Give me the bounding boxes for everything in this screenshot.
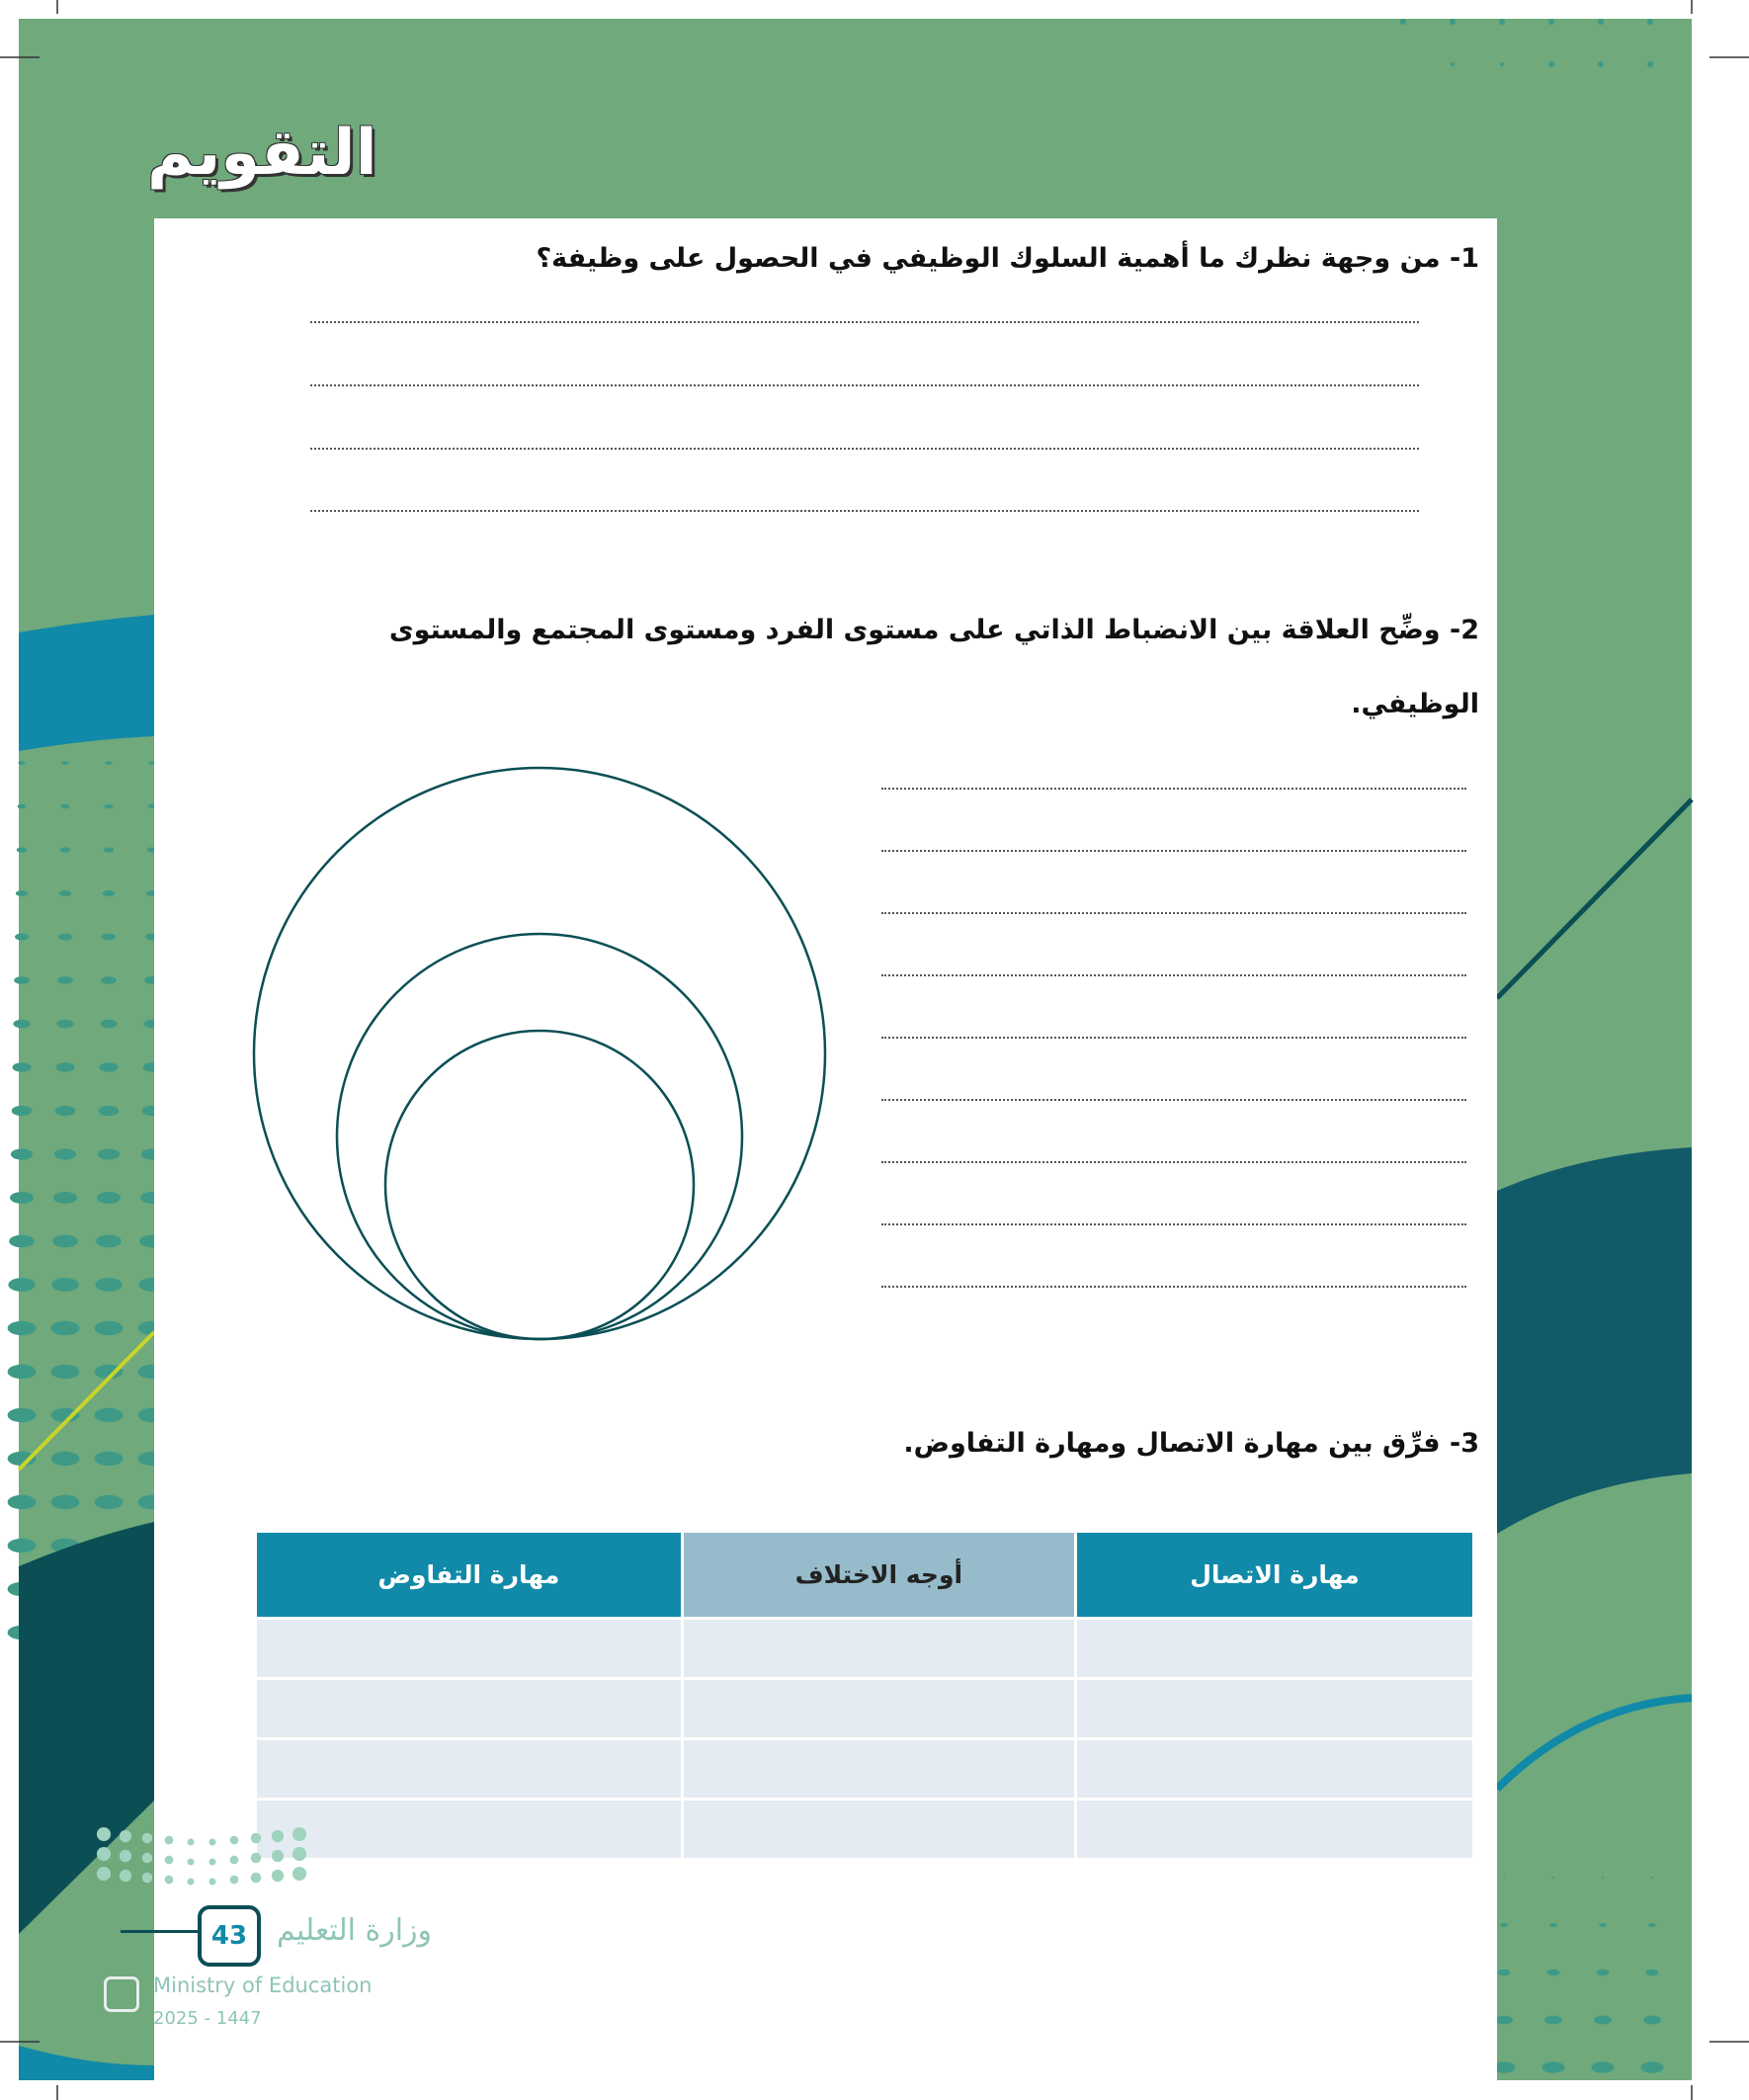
pattern-dot <box>251 1873 262 1884</box>
pattern-dot <box>188 1879 195 1886</box>
edition-year: 2025 - 1447 <box>153 2008 262 2029</box>
pattern-dot <box>209 1879 216 1886</box>
pattern-dot <box>230 1836 239 1845</box>
section-title: التقويم <box>147 117 377 190</box>
answer-line[interactable] <box>881 1286 1466 1288</box>
answer-line[interactable] <box>881 788 1466 790</box>
connector-line <box>121 1930 198 1934</box>
table-cell[interactable] <box>1077 1680 1472 1737</box>
answer-line[interactable] <box>881 1099 1466 1101</box>
pattern-dot <box>272 1830 284 1842</box>
pattern-dot <box>120 1870 131 1882</box>
question-2-line-1: 2- وضِّح العلاقة بين الانضباط الذاتي على مستوى الفرد ومستوى المجتمع والمستوى <box>388 615 1479 645</box>
answer-line[interactable] <box>881 912 1466 914</box>
table-cell[interactable] <box>684 1620 1074 1677</box>
comparison-table <box>254 1530 1475 1861</box>
pattern-dot <box>292 1847 306 1861</box>
pattern-dot <box>230 1876 239 1885</box>
pattern-dot <box>165 1836 174 1845</box>
header-communication-skill: مهارة الاتصال <box>1077 1533 1472 1617</box>
question-1: 1- من وجهة نظرك ما أهمية السلوك الوظيفي في الحصول على وظيفة؟ <box>536 243 1479 274</box>
table-cell[interactable] <box>684 1680 1074 1737</box>
answer-line[interactable] <box>881 1037 1466 1039</box>
answer-line[interactable] <box>881 850 1466 852</box>
inner-circle-individual <box>385 1031 694 1339</box>
header-differences: أوجه الاختلاف <box>684 1533 1074 1617</box>
table-row <box>257 1740 1472 1798</box>
pattern-dot <box>142 1853 153 1864</box>
answer-line[interactable] <box>881 1223 1466 1225</box>
pattern-dot <box>272 1870 284 1882</box>
table-row <box>257 1620 1472 1677</box>
question-2-line-2: الوظيفي. <box>1351 689 1479 719</box>
question-3: 3- فرِّق بين مهارة الاتصال ومهارة التفاوض. <box>903 1428 1479 1459</box>
pattern-dot <box>165 1876 174 1885</box>
table-row <box>257 1801 1472 1858</box>
table-cell[interactable] <box>684 1740 1074 1798</box>
table-cell[interactable] <box>1077 1740 1472 1798</box>
pattern-dot <box>292 1827 306 1841</box>
answer-line[interactable] <box>881 974 1466 976</box>
pattern-dot <box>97 1867 111 1881</box>
pattern-dot <box>188 1839 195 1846</box>
table-cell[interactable] <box>257 1740 681 1798</box>
pattern-dot <box>209 1859 216 1866</box>
table-cell[interactable] <box>257 1680 681 1737</box>
answer-line[interactable] <box>881 1161 1466 1163</box>
table-cell[interactable] <box>1077 1801 1472 1858</box>
header-negotiation-skill: مهارة التفاوض <box>257 1533 681 1617</box>
pattern-dot <box>165 1856 174 1865</box>
pattern-dot <box>251 1853 262 1864</box>
logo-square-icon <box>104 1976 139 2012</box>
pattern-dot <box>188 1859 195 1866</box>
pattern-dot <box>97 1847 111 1861</box>
ministry-logo-dots <box>94 1818 321 1897</box>
ministry-name-ar: وزارة التعليم <box>277 1913 433 1948</box>
pattern-dot <box>120 1850 131 1862</box>
pattern-dot <box>120 1830 131 1842</box>
pattern-dot <box>272 1850 284 1862</box>
table-cell[interactable] <box>1077 1620 1472 1677</box>
pattern-dot <box>142 1833 153 1844</box>
table-row <box>257 1680 1472 1737</box>
middle-circle-job <box>337 934 742 1339</box>
pattern-dot <box>251 1833 262 1844</box>
page-number: 43 <box>198 1905 261 1967</box>
pattern-dot <box>209 1839 216 1846</box>
pattern-dot <box>292 1867 306 1881</box>
table-cell[interactable] <box>257 1620 681 1677</box>
outer-circle-society <box>254 768 825 1339</box>
pattern-dot <box>142 1873 153 1884</box>
pattern-dot <box>97 1827 111 1841</box>
pattern-dot <box>230 1856 239 1865</box>
ministry-name-en: Ministry of Education <box>153 1974 373 1997</box>
table-cell[interactable] <box>684 1801 1074 1858</box>
